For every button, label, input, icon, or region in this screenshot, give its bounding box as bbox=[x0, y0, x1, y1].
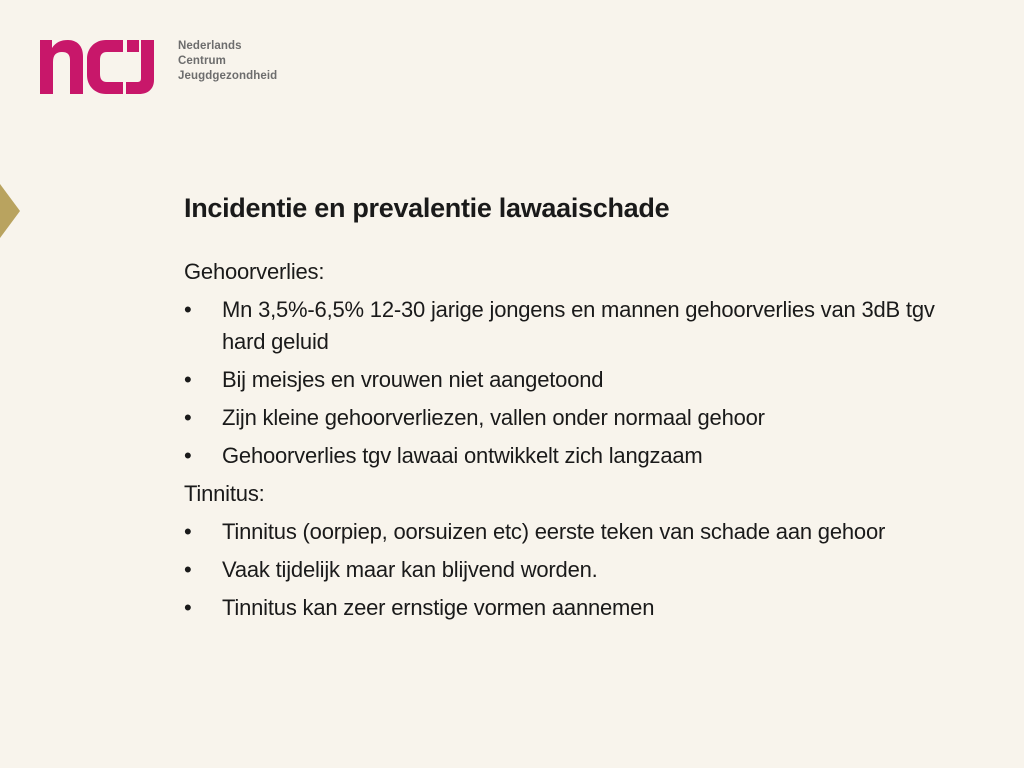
logo-line-3: Jeugdgezondheid bbox=[178, 70, 278, 82]
list-item-text: Gehoorverlies tgv lawaai ontwikkelt zich langzaam bbox=[222, 443, 703, 468]
list-item bbox=[184, 592, 964, 624]
list-item-text: Mn 3,5%-6,5% 12-30 jarige jongens en mannen gehoorverlies van 3dB tgv hard geluid bbox=[222, 297, 935, 354]
list-item-text: Tinnitus (oorpiep, oorsuizen etc) eerste teken van schade aan gehoor bbox=[222, 519, 886, 544]
list-item-text: Tinnitus kan zeer ernstige vormen aannemen bbox=[222, 595, 655, 620]
bullet-list-tinnitus bbox=[184, 516, 964, 624]
list-item-text: Bij meisjes en vrouwen niet aangetoond bbox=[222, 367, 604, 392]
slide-title: Incidentie en prevalentie lawaaischade bbox=[184, 193, 670, 223]
list-item bbox=[184, 516, 964, 548]
ncj-logo-mark bbox=[40, 38, 167, 96]
bullet-icon: • bbox=[184, 595, 192, 620]
section-heading-tinnitus: Tinnitus: bbox=[184, 481, 265, 506]
ncj-logo-text bbox=[178, 39, 277, 84]
logo-line-2: Centrum bbox=[178, 55, 226, 67]
bullet-icon: • bbox=[184, 297, 192, 322]
list-item bbox=[184, 294, 964, 358]
list-item-text: Zijn kleine gehoorverliezen, vallen onder normaal gehoor bbox=[222, 405, 765, 430]
side-chevron-marker bbox=[0, 184, 20, 238]
section-heading-gehoorverlies: Gehoorverlies: bbox=[184, 259, 325, 284]
ncj-logo bbox=[40, 38, 277, 96]
list-item bbox=[184, 554, 964, 586]
list-item-text: Vaak tijdelijk maar kan blijvend worden. bbox=[222, 557, 598, 582]
bullet-icon: • bbox=[184, 519, 192, 544]
bullet-icon: • bbox=[184, 443, 192, 468]
bullet-list-gehoorverlies bbox=[184, 294, 964, 472]
bullet-icon: • bbox=[184, 557, 192, 582]
bullet-icon: • bbox=[184, 367, 192, 392]
slide-body bbox=[184, 256, 964, 630]
logo-line-1: Nederlands bbox=[178, 40, 242, 52]
list-item bbox=[184, 440, 964, 472]
list-item bbox=[184, 402, 964, 434]
bullet-icon: • bbox=[184, 405, 192, 430]
list-item bbox=[184, 364, 964, 396]
